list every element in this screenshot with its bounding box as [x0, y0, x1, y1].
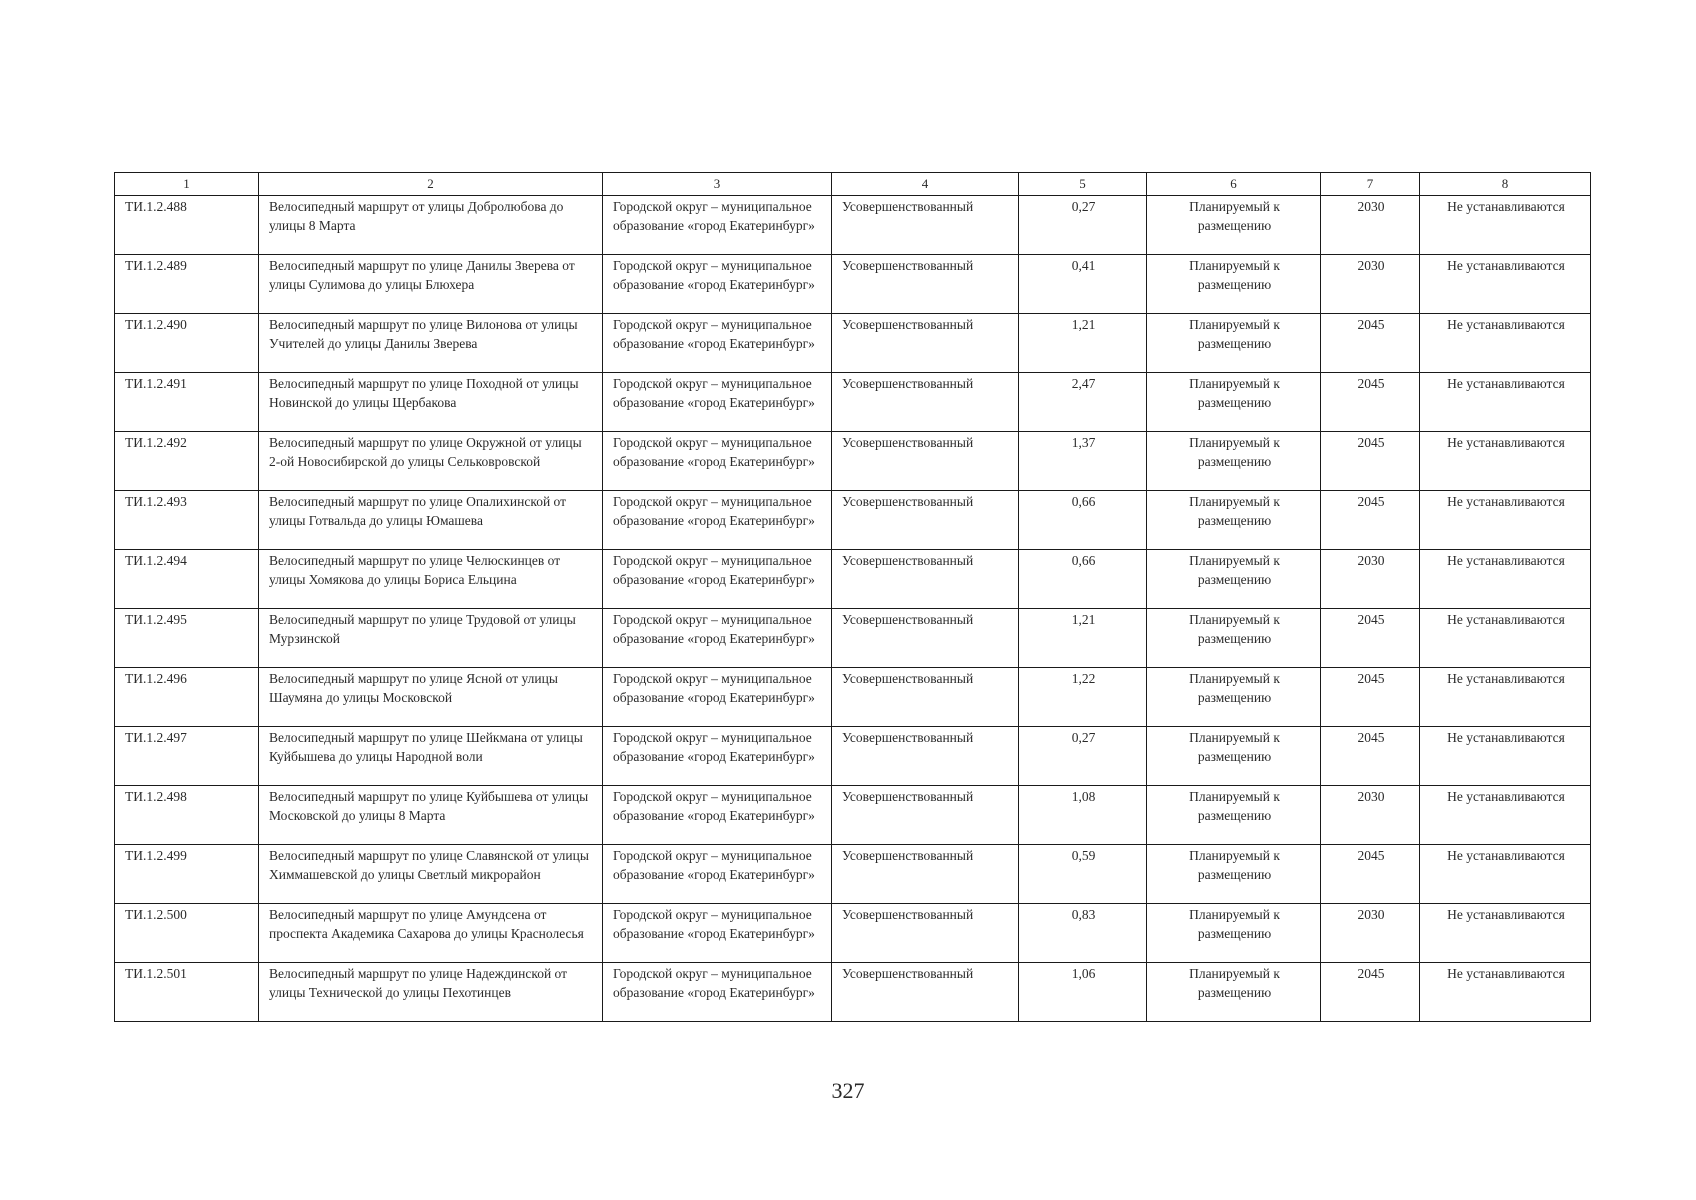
- zones-cell: Не устанавливаются: [1420, 432, 1591, 491]
- table-row: [115, 432, 1591, 491]
- status-cell: Планируемый к размещению: [1147, 668, 1321, 727]
- year-cell: 2030: [1321, 196, 1420, 255]
- location-cell: Городской округ – муниципальное образование «город Екатеринбург»: [603, 786, 832, 845]
- zones-cell: Не устанавливаются: [1420, 904, 1591, 963]
- table-row: [115, 314, 1591, 373]
- year-cell: 2045: [1321, 668, 1420, 727]
- table-row: [115, 373, 1591, 432]
- zones-cell: Не устанавливаются: [1420, 196, 1591, 255]
- table-row: [115, 255, 1591, 314]
- object-name-cell: Велосипедный маршрут по улице Куйбышева от улицы Московской до улицы 8 Марта: [259, 786, 603, 845]
- status-cell: Планируемый к размещению: [1147, 609, 1321, 668]
- length-cell: 1,22: [1019, 668, 1147, 727]
- type-cell: Усовершенствованный: [832, 255, 1019, 314]
- year-cell: 2045: [1321, 609, 1420, 668]
- object-id-cell: ТИ.1.2.500: [115, 904, 259, 963]
- length-cell: 1,06: [1019, 963, 1147, 1022]
- object-name-cell: Велосипедный маршрут по улице Вилонова от улицы Учителей до улицы Данилы Зверева: [259, 314, 603, 373]
- year-cell: 2045: [1321, 373, 1420, 432]
- table-row: [115, 845, 1591, 904]
- location-cell: Городской округ – муниципальное образование «город Екатеринбург»: [603, 904, 832, 963]
- object-name-cell: Велосипедный маршрут по улице Ясной от улицы Шаумяна до улицы Московской: [259, 668, 603, 727]
- location-cell: Городской округ – муниципальное образование «город Екатеринбург»: [603, 668, 832, 727]
- object-id-cell: ТИ.1.2.499: [115, 845, 259, 904]
- location-cell: Городской округ – муниципальное образование «город Екатеринбург»: [603, 609, 832, 668]
- year-cell: 2030: [1321, 550, 1420, 609]
- length-cell: 1,21: [1019, 609, 1147, 668]
- type-cell: Усовершенствованный: [832, 314, 1019, 373]
- object-name-cell: Велосипедный маршрут по улице Надеждинской от улицы Технической до улицы Пехотинцев: [259, 963, 603, 1022]
- object-name-cell: Велосипедный маршрут по улице Амундсена от проспекта Академика Сахарова до улицы Краснолесья: [259, 904, 603, 963]
- table-row: [115, 904, 1591, 963]
- year-cell: 2045: [1321, 491, 1420, 550]
- year-cell: 2045: [1321, 432, 1420, 491]
- object-id-cell: ТИ.1.2.495: [115, 609, 259, 668]
- type-cell: Усовершенствованный: [832, 550, 1019, 609]
- zones-cell: Не устанавливаются: [1420, 786, 1591, 845]
- object-name-cell: Велосипедный маршрут по улице Окружной от улицы 2-ой Новосибирской до улицы Сельковровской: [259, 432, 603, 491]
- object-name-cell: Велосипедный маршрут от улицы Добролюбова до улицы 8 Марта: [259, 196, 603, 255]
- object-id-cell: ТИ.1.2.497: [115, 727, 259, 786]
- type-cell: Усовершенствованный: [832, 904, 1019, 963]
- zones-cell: Не устанавливаются: [1420, 963, 1591, 1022]
- table-row: [115, 786, 1591, 845]
- year-cell: 2045: [1321, 314, 1420, 373]
- length-cell: 0,66: [1019, 550, 1147, 609]
- length-cell: 1,08: [1019, 786, 1147, 845]
- status-cell: Планируемый к размещению: [1147, 196, 1321, 255]
- year-cell: 2030: [1321, 786, 1420, 845]
- zones-cell: Не устанавливаются: [1420, 373, 1591, 432]
- zones-cell: Не устанавливаются: [1420, 314, 1591, 373]
- column-header-1: 1: [115, 173, 259, 196]
- length-cell: 0,27: [1019, 727, 1147, 786]
- column-header-4: 4: [832, 173, 1019, 196]
- table-row: [115, 550, 1591, 609]
- object-id-cell: ТИ.1.2.501: [115, 963, 259, 1022]
- type-cell: Усовершенствованный: [832, 432, 1019, 491]
- zones-cell: Не устанавливаются: [1420, 491, 1591, 550]
- object-name-cell: Велосипедный маршрут по улице Трудовой от улицы Мурзинской: [259, 609, 603, 668]
- object-name-cell: Велосипедный маршрут по улице Данилы Зверева от улицы Сулимова до улицы Блюхера: [259, 255, 603, 314]
- table-row: [115, 668, 1591, 727]
- zones-cell: Не устанавливаются: [1420, 609, 1591, 668]
- column-header-2: 2: [259, 173, 603, 196]
- zones-cell: Не устанавливаются: [1420, 727, 1591, 786]
- object-id-cell: ТИ.1.2.490: [115, 314, 259, 373]
- location-cell: Городской округ – муниципальное образование «город Екатеринбург»: [603, 196, 832, 255]
- length-cell: 2,47: [1019, 373, 1147, 432]
- object-name-cell: Велосипедный маршрут по улице Походной от улицы Новинской до улицы Щербакова: [259, 373, 603, 432]
- table-row: [115, 727, 1591, 786]
- type-cell: Усовершенствованный: [832, 196, 1019, 255]
- status-cell: Планируемый к размещению: [1147, 963, 1321, 1022]
- zones-cell: Не устанавливаются: [1420, 255, 1591, 314]
- zones-cell: Не устанавливаются: [1420, 845, 1591, 904]
- column-header-7: 7: [1321, 173, 1420, 196]
- object-name-cell: Велосипедный маршрут по улице Челюскинцев от улицы Хомякова до улицы Бориса Ельцина: [259, 550, 603, 609]
- length-cell: 0,27: [1019, 196, 1147, 255]
- location-cell: Городской округ – муниципальное образование «город Екатеринбург»: [603, 432, 832, 491]
- object-name-cell: Велосипедный маршрут по улице Славянской от улицы Химмашевской до улицы Светлый микрорайон: [259, 845, 603, 904]
- length-cell: 0,59: [1019, 845, 1147, 904]
- status-cell: Планируемый к размещению: [1147, 491, 1321, 550]
- length-cell: 0,66: [1019, 491, 1147, 550]
- status-cell: Планируемый к размещению: [1147, 373, 1321, 432]
- type-cell: Усовершенствованный: [832, 609, 1019, 668]
- infrastructure-table: [114, 172, 1591, 1022]
- table-row: [115, 963, 1591, 1022]
- location-cell: Городской округ – муниципальное образование «город Екатеринбург»: [603, 491, 832, 550]
- table-row: [115, 491, 1591, 550]
- object-name-cell: Велосипедный маршрут по улице Опалихинской от улицы Готвальда до улицы Юмашева: [259, 491, 603, 550]
- table-body: [115, 196, 1591, 1022]
- length-cell: 1,37: [1019, 432, 1147, 491]
- length-cell: 0,41: [1019, 255, 1147, 314]
- year-cell: 2030: [1321, 904, 1420, 963]
- type-cell: Усовершенствованный: [832, 963, 1019, 1022]
- zones-cell: Не устанавливаются: [1420, 550, 1591, 609]
- year-cell: 2030: [1321, 255, 1420, 314]
- status-cell: Планируемый к размещению: [1147, 904, 1321, 963]
- object-id-cell: ТИ.1.2.493: [115, 491, 259, 550]
- object-id-cell: ТИ.1.2.494: [115, 550, 259, 609]
- column-header-3: 3: [603, 173, 832, 196]
- status-cell: Планируемый к размещению: [1147, 314, 1321, 373]
- type-cell: Усовершенствованный: [832, 373, 1019, 432]
- type-cell: Усовершенствованный: [832, 845, 1019, 904]
- status-cell: Планируемый к размещению: [1147, 255, 1321, 314]
- object-id-cell: ТИ.1.2.491: [115, 373, 259, 432]
- location-cell: Городской округ – муниципальное образование «город Екатеринбург»: [603, 255, 832, 314]
- table-row: [115, 609, 1591, 668]
- object-id-cell: ТИ.1.2.496: [115, 668, 259, 727]
- type-cell: Усовершенствованный: [832, 491, 1019, 550]
- length-cell: 0,83: [1019, 904, 1147, 963]
- location-cell: Городской округ – муниципальное образование «город Екатеринбург»: [603, 727, 832, 786]
- type-cell: Усовершенствованный: [832, 668, 1019, 727]
- table-row: [115, 196, 1591, 255]
- length-cell: 1,21: [1019, 314, 1147, 373]
- object-name-cell: Велосипедный маршрут по улице Шейкмана от улицы Куйбышева до улицы Народной воли: [259, 727, 603, 786]
- page-number: 327: [831, 1078, 865, 1103]
- location-cell: Городской округ – муниципальное образование «город Екатеринбург»: [603, 845, 832, 904]
- column-header-6: 6: [1147, 173, 1321, 196]
- type-cell: Усовершенствованный: [832, 727, 1019, 786]
- table-header-row: [115, 173, 1591, 196]
- status-cell: Планируемый к размещению: [1147, 432, 1321, 491]
- column-header-5: 5: [1019, 173, 1147, 196]
- location-cell: Городской округ – муниципальное образование «город Екатеринбург»: [603, 373, 832, 432]
- status-cell: Планируемый к размещению: [1147, 727, 1321, 786]
- status-cell: Планируемый к размещению: [1147, 550, 1321, 609]
- location-cell: Городской округ – муниципальное образование «город Екатеринбург»: [603, 314, 832, 373]
- object-id-cell: ТИ.1.2.498: [115, 786, 259, 845]
- object-id-cell: ТИ.1.2.488: [115, 196, 259, 255]
- column-header-8: 8: [1420, 173, 1591, 196]
- object-id-cell: ТИ.1.2.492: [115, 432, 259, 491]
- year-cell: 2045: [1321, 845, 1420, 904]
- location-cell: Городской округ – муниципальное образование «город Екатеринбург»: [603, 550, 832, 609]
- zones-cell: Не устанавливаются: [1420, 668, 1591, 727]
- status-cell: Планируемый к размещению: [1147, 786, 1321, 845]
- year-cell: 2045: [1321, 727, 1420, 786]
- object-id-cell: ТИ.1.2.489: [115, 255, 259, 314]
- status-cell: Планируемый к размещению: [1147, 845, 1321, 904]
- year-cell: 2045: [1321, 963, 1420, 1022]
- location-cell: Городской округ – муниципальное образование «город Екатеринбург»: [603, 963, 832, 1022]
- type-cell: Усовершенствованный: [832, 786, 1019, 845]
